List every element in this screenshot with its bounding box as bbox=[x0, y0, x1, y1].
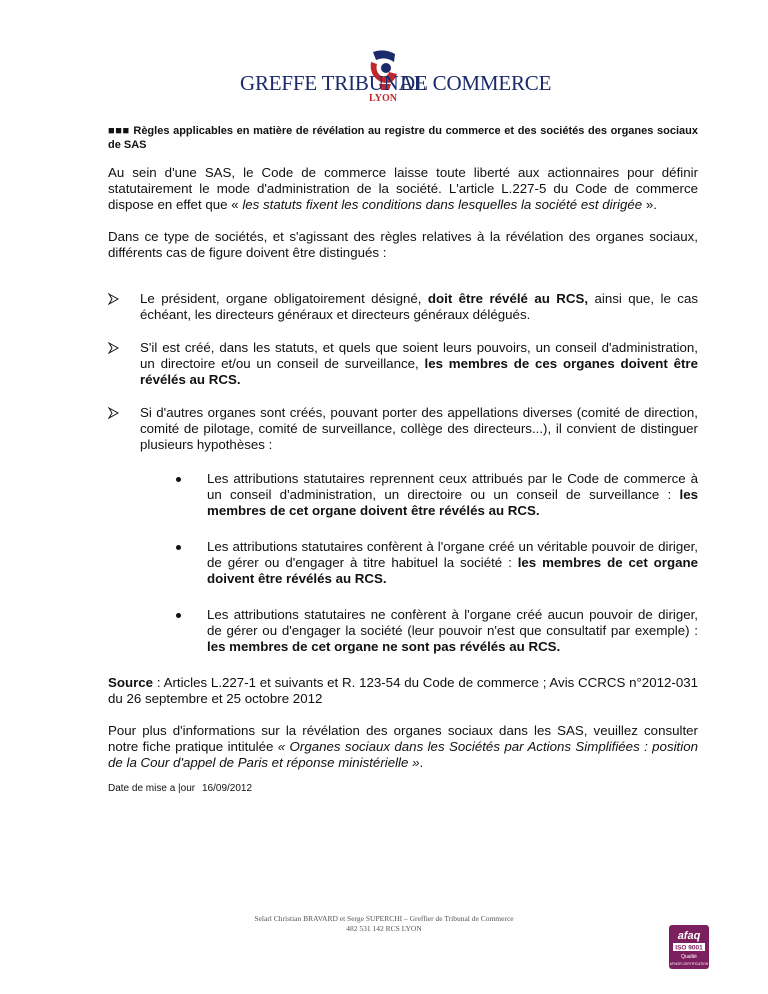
badge-standard-text: ISO 9001 bbox=[675, 944, 703, 952]
dot-bullet-icon bbox=[176, 545, 181, 550]
badge-caption-text: AFNOR CERTIFICATION bbox=[669, 962, 709, 966]
more-info-quote: « Organes sociaux dans les Sociétés par Actions Simplifiées : position de la Cour d'appel de Paris et réponse ministérielle » bbox=[108, 739, 698, 770]
sub-list-item bbox=[140, 471, 698, 519]
list-item bbox=[108, 405, 698, 655]
brand-city-text: LYON bbox=[369, 93, 397, 104]
item-text-end: ainsi que, le cas échéant, les directeurs généraux et directeurs généraux délégués. bbox=[140, 291, 698, 322]
intro-p1-end: ». bbox=[642, 197, 657, 212]
arrow-bullet-icon bbox=[108, 293, 119, 305]
update-date-line bbox=[108, 783, 698, 794]
sub-item-text: Les attributions statutaires ne confèrent à l'organe créé aucun pouvoir de diriger, de gérer ou d'engager la société (leur pouvoir n'est que consultatif par exemple) : bbox=[207, 607, 698, 638]
intro-paragraph-1 bbox=[108, 165, 698, 213]
intro-p1-quote: les statuts fixent les conditions dans lesquelles la société est dirigée bbox=[242, 197, 643, 212]
badge-brand-text: afaq bbox=[677, 930, 701, 942]
title-text: Règles applicables en matière de révélation au registre du commerce et des sociétés des organes sociaux de SAS bbox=[108, 125, 698, 151]
item-text: S'il est créé, dans les statuts, et quels que soient leurs pouvoirs, un conseil d'administration, un directoire et/ou un conseil de surveillance, bbox=[140, 340, 698, 371]
more-info-end: . bbox=[419, 755, 424, 770]
item-text: Si d'autres organes sont créés, pouvant porter des appellations diverses (comité de direction, comité de pilotage, comité de surveillance, collège des directeurs...), il convient de distinguer plusieurs hypothèses : bbox=[140, 405, 698, 452]
list-item bbox=[108, 340, 698, 388]
more-info-text: Pour plus d'informations sur la révélation des organes sociaux dans les SAS, veuillez consulter notre fiche pratique intitulée bbox=[108, 723, 698, 754]
source-label: Source bbox=[108, 675, 154, 690]
update-date-value: 16/09/2012 bbox=[202, 783, 253, 794]
brand-right-text: DE COMMERCE bbox=[400, 71, 552, 95]
sub-item-text: Les attributions statutaires confèrent à l'organe créé un véritable pouvoir de diriger, de gérer ou d'engager à titre habituel la société : bbox=[207, 539, 698, 570]
brand-left-text: GREFFE TRIBUNAL bbox=[240, 71, 427, 95]
hypotheses-list bbox=[140, 471, 698, 655]
arrow-bullet-icon bbox=[108, 342, 119, 354]
document-body bbox=[108, 124, 698, 794]
footer-line-2: 482 531 142 RCS LYON bbox=[346, 924, 422, 933]
item-bold: doit être révélé au RCS, bbox=[427, 291, 589, 306]
source-text: : Articles L.227-1 et suivants et R. 123-54 du Code de commerce ; Avis CCRCS n°2012-031 du 26 septembre et 25 octobre 2012 bbox=[108, 675, 698, 706]
footer-line-1: Selarl Christian BRAVARD et Serge SUPERCHI – Greffier de Tribunal de Commerce bbox=[254, 914, 514, 923]
footer bbox=[0, 914, 768, 934]
intro-p1-text: Au sein d'une SAS, le Code de commerce laisse toute liberté aux actionnaires pour définir statutairement le mode d'administration de la société. L'article L.227-5 du Code de commerce dispose en effet que « bbox=[108, 165, 698, 212]
more-info-paragraph bbox=[108, 723, 698, 771]
arrow-bullet-icon bbox=[108, 407, 119, 419]
badge-tag-text: Qualité bbox=[681, 954, 697, 960]
header-logo bbox=[0, 38, 768, 108]
sub-item-bold: les membres de cet organe doivent être révélés au RCS. bbox=[207, 487, 698, 518]
title-marker: ■■■ bbox=[108, 125, 130, 137]
list-item bbox=[108, 291, 698, 323]
source-paragraph bbox=[108, 675, 698, 707]
sub-item-text: Les attributions statutaires reprennent ceux attribués par le Code de commerce à un conseil d'administration, un directoire ou un conseil de surveillance : bbox=[207, 471, 698, 502]
intro-paragraph-2: Dans ce type de sociétés, et s'agissant des règles relatives à la révélation des organes sociaux, différents cas de figure doivent être distingués : bbox=[108, 229, 698, 260]
cases-list bbox=[108, 291, 698, 655]
afaq-iso-9001-badge-icon bbox=[669, 925, 709, 969]
update-date-label: Date de mise a |our bbox=[108, 783, 196, 794]
item-bold: les membres de ces organes doivent être révélés au RCS. bbox=[140, 356, 698, 387]
dot-bullet-icon bbox=[176, 477, 181, 482]
sub-item-bold: les membres de cet organe ne sont pas révélés au RCS. bbox=[207, 639, 561, 654]
sub-list-item bbox=[140, 607, 698, 655]
document-title bbox=[108, 124, 698, 152]
sub-list-item bbox=[140, 539, 698, 587]
item-text: Le président, organe obligatoirement désigné, bbox=[140, 291, 428, 306]
sub-item-bold: les membres de cet organe doivent être révélés au RCS. bbox=[207, 555, 698, 586]
dot-bullet-icon bbox=[176, 613, 181, 618]
